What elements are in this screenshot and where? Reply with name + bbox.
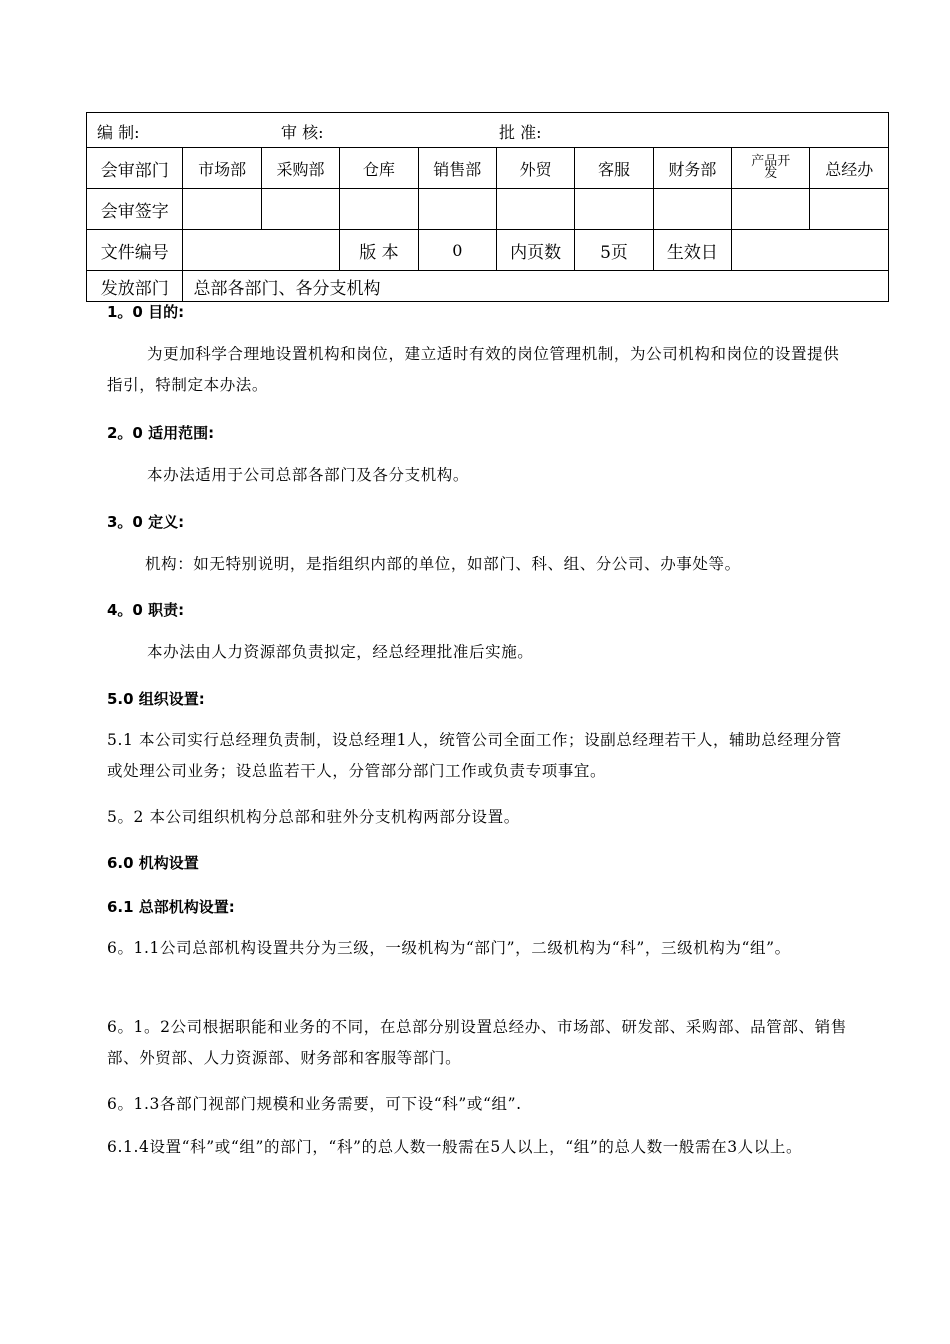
file-no-value (183, 230, 340, 271)
section-6-1-2: 6。1。2公司根据职能和业务的不同，在总部分别设置总经办、市场部、研发部、采购部、品管部、销售部、外贸部、人力资源部、财务部和客服等部门。 (107, 1018, 847, 1067)
section-4-heading: 4。0 职责: (107, 601, 185, 619)
section-5-heading: 5.0 组织设置: (107, 690, 205, 708)
section-6-1-4: 6.1.4设置“科”或“组”的部门，“科”的总人数一般需在5人以上，“组”的总人数一般需在3人以上。 (107, 1138, 803, 1156)
approve-label: 批 准: (499, 123, 542, 142)
issue-label: 发放部门 (87, 271, 183, 302)
section-3-heading: 3。0 定义: (107, 513, 185, 531)
section-6-heading: 6.0 机构设置 (107, 854, 199, 872)
signature-cell (575, 189, 653, 230)
dept-cell: 客服 (575, 148, 653, 189)
section-5-2: 5。2 本公司组织机构分总部和驻外分支机构两部分设置。 (107, 808, 520, 826)
section-5-1: 5.1 本公司实行总经理负责制，设总经理1人，统管公司全面工作；设副总经理若干人，辅助总经理分管或处理公司业务；设总监若干人，分管部分部门工作或负责专项事宜。 (107, 731, 842, 780)
dept-cell: 外贸 (496, 148, 574, 189)
cosign-signature-row (87, 189, 889, 230)
signature-cell (732, 189, 810, 230)
signature-cell (418, 189, 496, 230)
signature-cell (810, 189, 889, 230)
document-header-table (86, 112, 889, 302)
file-no-label: 文件编号 (87, 230, 183, 271)
approval-row (87, 113, 889, 148)
issue-row (87, 271, 889, 302)
section-6-1-3: 6。1.3各部门视部门规模和业务需要，可下设“科”或“组”. (107, 1095, 522, 1113)
pages-label: 内页数 (496, 230, 574, 271)
cosign-dept-row (87, 148, 889, 189)
section-1-heading: 1。0 目的: (107, 303, 185, 321)
dept-cell-product-dev: 产品开发 (732, 148, 810, 189)
section-4-body: 本办法由人力资源部负责拟定，经总经理批准后实施。 (147, 643, 534, 661)
dept-cell: 仓库 (340, 148, 418, 189)
section-6-1-1: 6。1.1公司总部机构设置共分为三级，一级机构为“部门”，二级机构为“科”，三级机构为“组”。 (107, 939, 791, 957)
cosign-dept-label: 会审部门 (87, 148, 183, 189)
pages-value: 5页 (575, 230, 653, 271)
issue-value: 总部各部门、各分支机构 (183, 271, 889, 302)
signature-cell (183, 189, 261, 230)
signature-cell (261, 189, 339, 230)
signature-cell (653, 189, 731, 230)
dept-cell: 销售部 (418, 148, 496, 189)
dept-cell: 财务部 (653, 148, 731, 189)
section-2-heading: 2。0 适用范围: (107, 424, 215, 442)
section-1-body: 为更加科学合理地设置机构和岗位，建立适时有效的岗位管理机制，为公司机构和岗位的设置提供指引，特制定本办法。 (107, 345, 840, 394)
approval-cell (87, 113, 889, 148)
signature-cell (496, 189, 574, 230)
signature-cell (340, 189, 418, 230)
section-2-body: 本办法适用于公司总部各部门及各分支机构。 (147, 466, 470, 484)
cosign-sign-label: 会审签字 (87, 189, 183, 230)
dept-cell: 总经办 (810, 148, 889, 189)
review-label: 审 核: (281, 123, 324, 142)
file-info-row (87, 230, 889, 271)
version-label: 版 本 (340, 230, 418, 271)
effective-value (732, 230, 889, 271)
dept-cell: 市场部 (183, 148, 261, 189)
section-3-body: 机构：如无特别说明，是指组织内部的单位，如部门、科、组、分公司、办事处等。 (145, 555, 741, 573)
effective-label: 生效日 (653, 230, 731, 271)
section-6-1-heading: 6.1 总部机构设置: (107, 898, 235, 916)
dept-cell: 采购部 (261, 148, 339, 189)
compile-label: 编 制: (97, 123, 140, 142)
version-value: 0 (418, 230, 496, 271)
